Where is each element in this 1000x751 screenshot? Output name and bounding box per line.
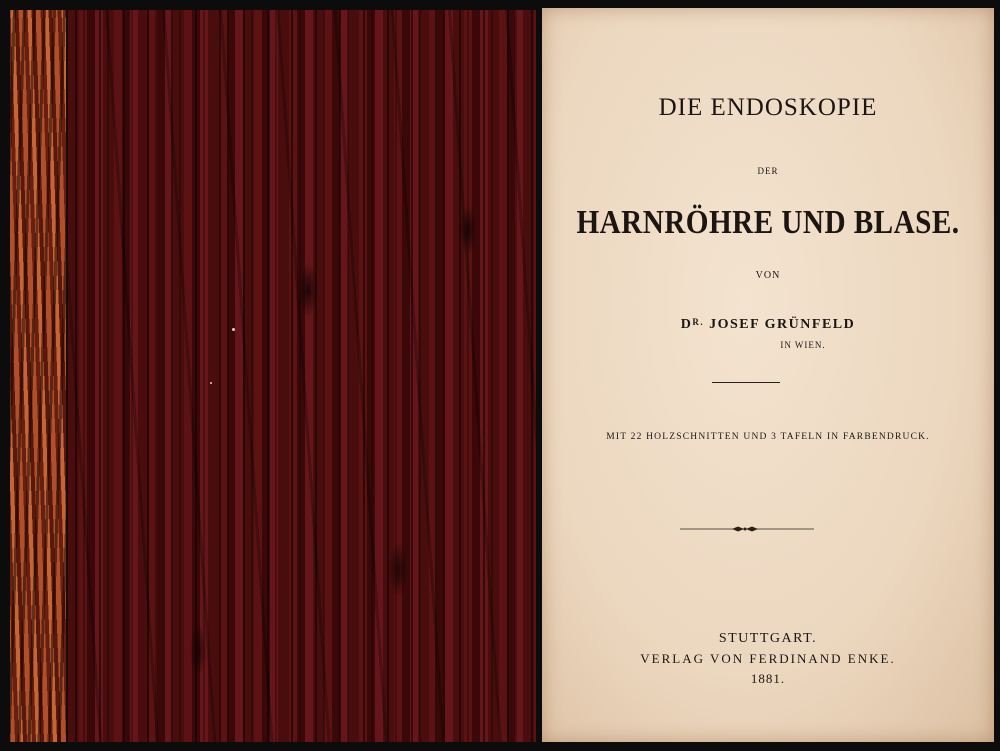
illustrations-note: MIT 22 HOLZSCHNITTEN UND 3 TAFELN IN FARBENDRUCK. [606,432,930,442]
author-prefix-superscript: R. [692,317,705,327]
author-name [542,317,994,333]
title-page [542,8,994,742]
cover-spine [10,10,68,742]
imprint-city: STUTTGART. [718,631,818,646]
author-location: IN WIEN. [780,340,826,350]
cover-fleck [232,328,235,331]
title-connector: DER [757,166,779,176]
ornament-rule-icon [680,524,814,534]
author-prefix: D [680,317,693,332]
cover-fleck [210,382,212,384]
imprint-publisher: VERLAG VON FERDINAND ENKE. [640,651,896,666]
title-line-1: DIE ENDOSKOPIE [658,94,878,121]
front-cover-board [68,10,536,742]
separator-rule [712,382,780,383]
by-line: VON [755,270,781,281]
author-name-text: JOSEF GRÜNFELD [704,317,856,332]
imprint-year: 1881. [750,671,786,686]
main-title: HARNRÖHRE UND BLASE. [576,204,960,241]
